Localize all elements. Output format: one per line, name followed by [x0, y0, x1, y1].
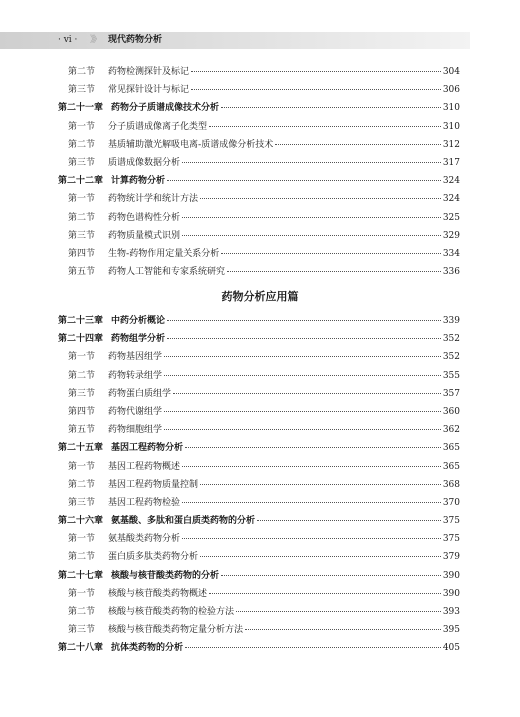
toc-entry-page: 329: [442, 230, 460, 241]
dot-leader: [221, 107, 441, 108]
toc-section-entry: [58, 228, 460, 246]
toc-entry-title: 中药分析概论: [111, 316, 166, 326]
toc-entry-number: 第二节: [68, 212, 96, 223]
toc-entry-page: 362: [442, 425, 460, 436]
dot-leader: [227, 271, 441, 272]
toc-section-entry: [58, 82, 460, 100]
toc-entry-page: 405: [442, 643, 460, 654]
toc-entry-title: 核酸与核苷酸类药物的检验方法: [108, 607, 235, 617]
toc-chapter-entry: [58, 513, 460, 531]
dot-leader: [182, 466, 441, 467]
toc-entry-page: 339: [442, 316, 460, 326]
toc-entry-title: 核酸与核苷酸类药物的分析: [111, 570, 220, 581]
toc-entry-page: 360: [442, 406, 460, 417]
toc-entry-number: 第一节: [68, 121, 96, 132]
toc-entry-title: 基因工程药物分析: [111, 443, 184, 454]
toc-entry-title: 药物蛋白质组学: [108, 388, 172, 399]
toc-chapter-entry: [58, 568, 460, 586]
toc-chapter-entry: [58, 640, 460, 658]
toc-entry-number: 第二十七章: [58, 570, 104, 581]
toc-entry-number: 第二十一章: [58, 103, 104, 114]
toc-entry-title: 氨基酸类药物分析: [108, 534, 181, 545]
toc-entry-page: 310: [442, 121, 460, 132]
dot-leader: [200, 484, 441, 485]
toc-entry-number: 第二十六章: [58, 516, 104, 527]
dot-leader: [209, 126, 441, 127]
toc-entry-page: 317: [442, 157, 460, 168]
toc-section-entry: [58, 477, 460, 495]
dot-leader: [182, 538, 441, 539]
dot-leader: [164, 411, 441, 412]
toc-section-entry: [58, 586, 460, 604]
dot-leader: [185, 447, 441, 448]
toc-entry-page: 306: [442, 85, 460, 96]
toc-chapter-entry: [58, 313, 460, 331]
toc-entry-number: 第二节: [68, 370, 96, 381]
toc-entry-number: 第三节: [68, 497, 96, 508]
toc-section-entry: [58, 549, 460, 567]
toc-entry-number: 第二节: [68, 552, 96, 563]
dot-leader: [209, 593, 441, 594]
toc-section-entry: [58, 64, 460, 82]
toc-entry-title: 药物转录组学: [108, 370, 163, 381]
toc-chapter-entry: [58, 100, 460, 118]
toc-section-entry: [58, 119, 460, 137]
toc-entry-page: 304: [442, 67, 460, 77]
toc-entry-number: 第三节: [68, 625, 96, 636]
toc-entry-number: 第一节: [68, 194, 96, 205]
dot-leader: [164, 375, 441, 376]
toc-entry-number: 第二节: [68, 67, 96, 77]
dot-leader: [245, 629, 441, 630]
toc-entry-page: 365: [442, 443, 460, 454]
toc-section-entry: [58, 246, 460, 264]
toc-list-top: [58, 64, 460, 282]
toc-entry-number: 第一节: [68, 534, 96, 545]
dot-leader: [200, 198, 441, 199]
toc-section-entry: [58, 404, 460, 422]
dot-leader: [182, 502, 441, 503]
toc-section-entry: [58, 531, 460, 549]
toc-section-entry: [58, 191, 460, 209]
toc-entry-page: 312: [442, 139, 460, 150]
toc-section-entry: [58, 604, 460, 622]
toc-section-entry: [58, 210, 460, 228]
toc-section-entry: [58, 155, 460, 173]
toc-entry-page: 352: [442, 334, 460, 345]
toc-entry-page: 379: [442, 552, 460, 563]
toc-entry-title: 药物组学分析: [111, 334, 166, 345]
toc-chapter-entry: [58, 331, 460, 349]
dot-leader: [221, 253, 441, 254]
dot-leader: [191, 89, 441, 90]
toc-entry-number: 第一节: [68, 461, 96, 472]
page-number: · vi ·: [58, 35, 78, 45]
toc-entry-title: 药物人工智能和专家系统研究: [108, 267, 226, 278]
dot-leader: [275, 144, 441, 145]
toc-entry-title: 氨基酸、多肽和蛋白质类药物的分析: [111, 516, 256, 527]
toc-section-entry: [58, 386, 460, 404]
toc-entry-page: 375: [442, 516, 460, 527]
toc-entry-number: 第三节: [68, 157, 96, 168]
toc-entry-title: 蛋白质多肽类药物分析: [108, 552, 199, 563]
toc-section-entry: [58, 137, 460, 155]
toc-section-entry: [58, 349, 460, 367]
toc-entry-number: 第二十三章: [58, 316, 104, 326]
toc-entry-title: 抗体类药物的分析: [111, 643, 184, 654]
toc-entry-number: 第二节: [68, 139, 96, 150]
toc-entry-number: 第二十四章: [58, 334, 104, 345]
toc-chapter-entry: [58, 440, 460, 458]
toc-section-entry: [58, 495, 460, 513]
toc-entry-title: 基因工程药物检验: [108, 497, 181, 508]
dot-leader: [167, 320, 441, 321]
dot-leader: [173, 393, 441, 394]
dot-leader: [221, 575, 441, 576]
toc-entry-title: 计算药物分析: [111, 176, 166, 187]
toc-entry-number: 第二节: [68, 607, 96, 617]
toc-entry-page: 310: [442, 103, 460, 114]
toc-chapter-entry: [58, 173, 460, 191]
dot-leader: [167, 180, 441, 181]
toc-section-entry: [58, 422, 460, 440]
toc-entry-page: 365: [442, 461, 460, 472]
dot-leader: [191, 71, 441, 72]
toc-entry-page: 368: [442, 479, 460, 490]
toc-entry-page: 395: [442, 625, 460, 636]
toc-entry-page: 390: [442, 588, 460, 599]
toc-entry-title: 药物分子质谱成像技术分析: [111, 103, 220, 114]
toc-entry-number: 第三节: [68, 85, 96, 96]
toc-entry-number: 第四节: [68, 406, 96, 417]
toc-section-entry: [58, 622, 460, 640]
toc-entry-page: 324: [442, 176, 460, 187]
toc-entry-title: 药物代谢组学: [108, 406, 163, 417]
toc-entry-title: 药物色谱构性分析: [108, 212, 181, 223]
toc-entry-title: 核酸与核苷酸类药物定量分析方法: [108, 625, 244, 636]
toc-entry-title: 药物统计学和统计方法: [108, 194, 199, 205]
part-heading: 药物分析应用篇: [221, 290, 299, 303]
toc-entry-title: 基因工程药物概述: [108, 461, 181, 472]
dot-leader: [236, 611, 441, 612]
toc-entry-page: 324: [442, 194, 460, 205]
dot-leader: [185, 647, 441, 648]
toc-entry-title: 分子质谱成像离子化类型: [108, 121, 208, 132]
toc-list-bottom: [58, 313, 460, 659]
toc-entry-page: 325: [442, 212, 460, 223]
toc-entry-number: 第二节: [68, 479, 96, 490]
toc-entry-page: 352: [442, 352, 460, 363]
toc-entry-number: 第二十五章: [58, 443, 104, 454]
toc-entry-number: 第五节: [68, 425, 96, 436]
toc-entry-title: 常见探针设计与标记: [108, 85, 190, 96]
dot-leader: [164, 356, 441, 357]
toc-entry-title: 基因工程药物质量控制: [108, 479, 199, 490]
dot-leader: [200, 556, 441, 557]
toc-section-entry: [58, 264, 460, 282]
toc-entry-number: 第二十二章: [58, 176, 104, 187]
toc-entry-title: 药物基因组学: [108, 352, 163, 363]
toc-entry-number: 第三节: [68, 388, 96, 399]
dot-leader: [164, 429, 441, 430]
toc-entry-page: 334: [442, 248, 460, 259]
toc-entry-page: 370: [442, 497, 460, 508]
running-header-title: 现代药物分析: [108, 35, 163, 45]
dot-leader: [182, 162, 441, 163]
toc-entry-number: 第五节: [68, 267, 96, 278]
toc-entry-page: 355: [442, 370, 460, 381]
toc-entry-number: 第一节: [68, 588, 96, 599]
toc-entry-title: 质谱成像数据分析: [108, 157, 181, 168]
toc-entry-title: 生物-药物作用定量关系分析: [108, 248, 220, 259]
toc-entry-number: 第三节: [68, 230, 96, 241]
toc-entry-title: 药物质量模式识别: [108, 230, 181, 241]
dot-leader: [167, 338, 441, 339]
toc-entry-title: 药物细胞组学: [108, 425, 163, 436]
dot-leader: [257, 520, 441, 521]
toc-entry-number: 第一节: [68, 352, 96, 363]
toc-section-entry: [58, 368, 460, 386]
toc-entry-page: 390: [442, 570, 460, 581]
toc-entry-number: 第二十八章: [58, 643, 104, 654]
toc-entry-page: 375: [442, 534, 460, 545]
toc-entry-title: 基质辅助激光解吸电离-质谱成像分析技术: [108, 139, 274, 150]
toc-entry-page: 393: [442, 607, 460, 617]
toc-entry-title: 核酸与核苷酸类药物概述: [108, 588, 208, 599]
toc-entry-number: 第四节: [68, 248, 96, 259]
dot-leader: [182, 235, 441, 236]
toc-entry-title: 药物检测探针及标记: [108, 67, 190, 77]
toc-entry-page: 336: [442, 267, 460, 278]
toc-section-entry: [58, 459, 460, 477]
dot-leader: [182, 217, 441, 218]
toc-entry-page: 357: [442, 388, 460, 399]
chevron-decoration-icon: 》》: [90, 35, 100, 45]
